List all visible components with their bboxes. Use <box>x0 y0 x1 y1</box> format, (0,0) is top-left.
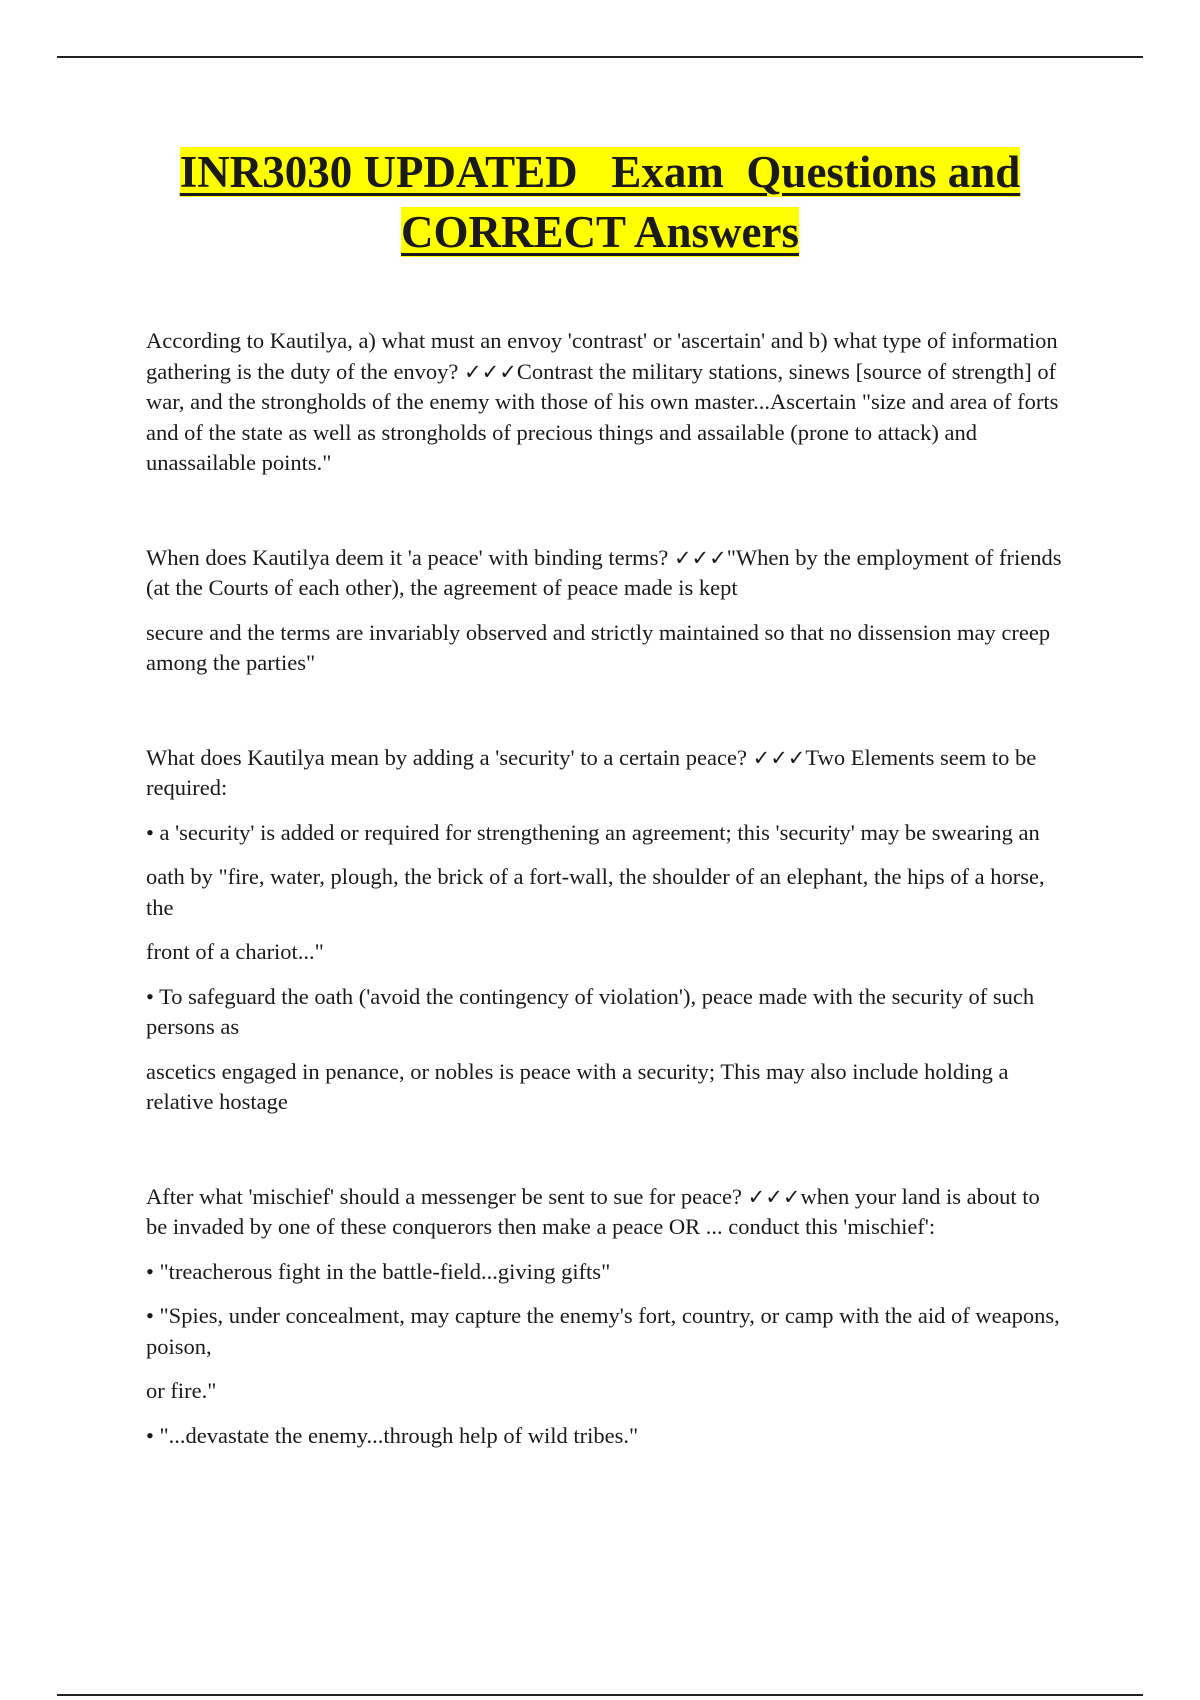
answer-continuation: front of a chariot..." <box>146 939 324 964</box>
answer-continuation: or fire." <box>146 1378 217 1403</box>
checkmark-icon: ✓✓✓ <box>464 359 517 384</box>
document-title <box>130 142 1070 262</box>
checkmark-icon: ✓✓✓ <box>747 1184 801 1209</box>
answer-continuation: • "treacherous fight in the battle-field...giving gifts" <box>146 1258 611 1284</box>
question-text: According to Kautilya, a) what must an envoy 'contrast' or 'ascertain' and b) what type of information gathering is the duty of the envoy? <box>146 328 1058 384</box>
top-rule <box>57 56 1143 58</box>
question-text: After what 'mischief' should a messenger be sent to sue for peace? <box>146 1183 743 1209</box>
title-line-1: INR3030 UPDATED Exam Questions and <box>179 147 1021 197</box>
answer-continuation: • "Spies, under concealment, may capture the enemy's fort, country, or camp with the aid of weapons, poison, <box>146 1303 1060 1359</box>
title-line-2: CORRECT Answers <box>401 207 799 257</box>
answer-text: "When by the employment of friends (at the Courts of each other), the agreement of peace made is kept <box>146 544 1062 600</box>
question-text: When does Kautilya deem it 'a peace' with binding terms? <box>146 544 669 570</box>
bottom-rule <box>57 1694 1143 1696</box>
checkmark-icon: ✓✓✓ <box>673 545 727 570</box>
answer-text: when your land is about to be invaded by one of these conquerors then make a peace OR ... conduct this 'mischief': <box>146 1183 1040 1239</box>
answer-continuation: oath by "fire, water, plough, the brick of a fort-wall, the shoulder of an elephant, the hips of a horse, the <box>146 864 1045 920</box>
answer-text: Contrast the military stations, sinews [source of strength] of war, and the strongholds of the enemy with those of his own master...Ascertain "size and area of forts and of the state as well as strongholds of precious things and assailable (prone to attack) and unassailable points." <box>146 358 1059 475</box>
checkmark-icon: ✓✓✓ <box>752 745 806 770</box>
qa-paragraph-4 <box>146 1182 1066 1243</box>
document-body <box>146 326 1066 1451</box>
question-text: What does Kautilya mean by adding a 'security' to a certain peace? <box>146 744 747 770</box>
answer-continuation: • a 'security' is added or required for strengthening an agreement; this 'security' may be swearing an <box>146 819 1040 845</box>
answer-continuation: ascetics engaged in penance, or nobles is peace with a security; This may also include holding a relative hostage <box>146 1058 1009 1114</box>
answer-text: Two Elements seem to be required: <box>146 744 1037 800</box>
answer-continuation: • To safeguard the oath ('avoid the contingency of violation'), peace made with the security of such persons as <box>146 983 1035 1039</box>
answer-continuation: secure and the terms are invariably observed and strictly maintained so that no dissension may creep among the parties" <box>146 619 1051 675</box>
answer-continuation: • "...devastate the enemy...through help of wild tribes." <box>146 1422 639 1448</box>
qa-paragraph-1 <box>146 326 1066 479</box>
qa-paragraph-3 <box>146 743 1066 804</box>
qa-paragraph-2 <box>146 543 1066 604</box>
